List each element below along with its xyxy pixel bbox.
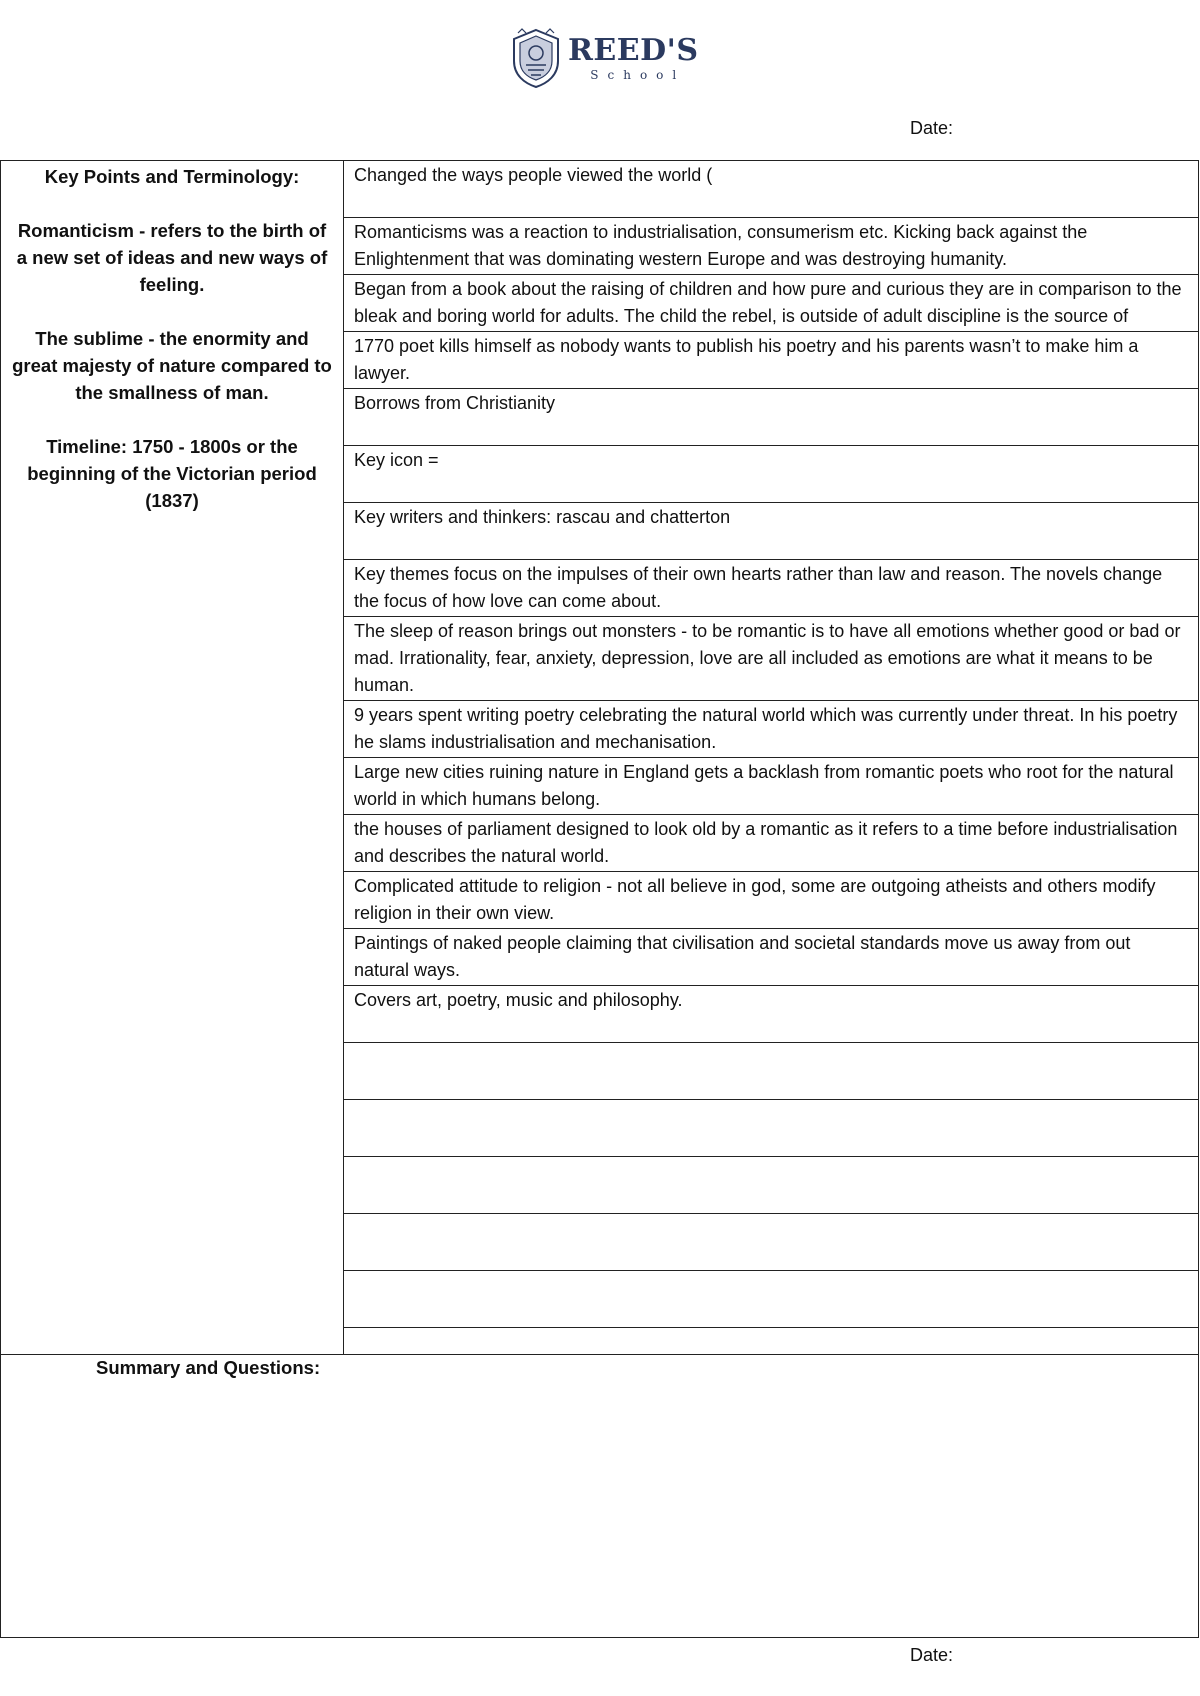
note-row: Covers art, poetry, music and philosophy. <box>344 986 1199 1043</box>
note-row <box>344 1214 1199 1271</box>
school-logo <box>508 26 699 90</box>
note-row: 9 years spent writing poetry celebrating the natural world which was currently under threat. In his poetry he slams industrialisation and mechanisation. <box>344 701 1199 758</box>
logo-wordmark: REED'S <box>568 32 699 68</box>
note-row: Romanticisms was a reaction to industrialisation, consumerism etc. Kicking back against the Enlightenment that was dominating western Europe and was destroying humanity. <box>344 218 1199 275</box>
date-label-bottom: Date: <box>910 1645 954 1665</box>
note-row: Complicated attitude to religion - not all believe in god, some are outgoing atheists and others modify religion in their own view. <box>344 872 1199 929</box>
summary-section <box>1 1354 1198 1636</box>
note-row: Large new cities ruining nature in England gets a backlash from romantic poets who root for the natural world in which humans belong. <box>344 758 1199 815</box>
logo-subtitle: School <box>590 67 686 82</box>
note-row <box>344 1157 1199 1214</box>
note-row: Key writers and thinkers: rascau and chatterton <box>344 503 1199 560</box>
note-row <box>344 1043 1199 1100</box>
note-row: Borrows from Christianity <box>344 389 1199 446</box>
note-row: Changed the ways people viewed the world ( <box>344 161 1199 218</box>
note-row: the houses of parliament designed to look old by a romantic as it refers to a time before industrialisation and describes the natural world. <box>344 815 1199 872</box>
crest-icon <box>508 27 564 89</box>
summary-label: Summary and Questions: <box>96 1357 321 1378</box>
note-row: Key themes focus on the impulses of their own hearts rather than law and reason. The novels change the focus of how love can come about. <box>344 560 1199 617</box>
note-row: Began from a book about the raising of children and how pure and curious they are in comparison to the bleak and boring world for adults. The child the rebel, is outside of adult discipline is the source of <box>344 275 1199 332</box>
key-points-column <box>1 161 344 1354</box>
key-point-romanticism: Romanticism - refers to the birth of a new set of ideas and new ways of feeling. <box>16 220 328 295</box>
key-point-sublime: The sublime - the enormity and great majesty of nature compared to the smallness of man. <box>12 328 332 403</box>
note-row <box>344 1100 1199 1157</box>
note-row <box>344 1271 1199 1328</box>
date-label-top: Date: <box>910 118 954 138</box>
key-points-title: Key Points and Terminology: <box>44 166 300 187</box>
notes-sheet <box>0 160 1199 1638</box>
key-point-timeline: Timeline: 1750 - 1800s or the beginning of the Victorian period (1837) <box>27 436 317 511</box>
note-row: The sleep of reason brings out monsters - to be romantic is to have all emotions whether good or bad or mad. Irrationality, fear, anxiety, depression, love are all included as emotions are what it means to be human. <box>344 617 1199 701</box>
note-row: Key icon = <box>344 446 1199 503</box>
note-row: 1770 poet kills himself as nobody wants to publish his poetry and his parents wasn’t to make him a lawyer. <box>344 332 1199 389</box>
notes-column <box>344 161 1199 1354</box>
note-row: Paintings of naked people claiming that civilisation and societal standards move us away from out natural ways. <box>344 929 1199 986</box>
